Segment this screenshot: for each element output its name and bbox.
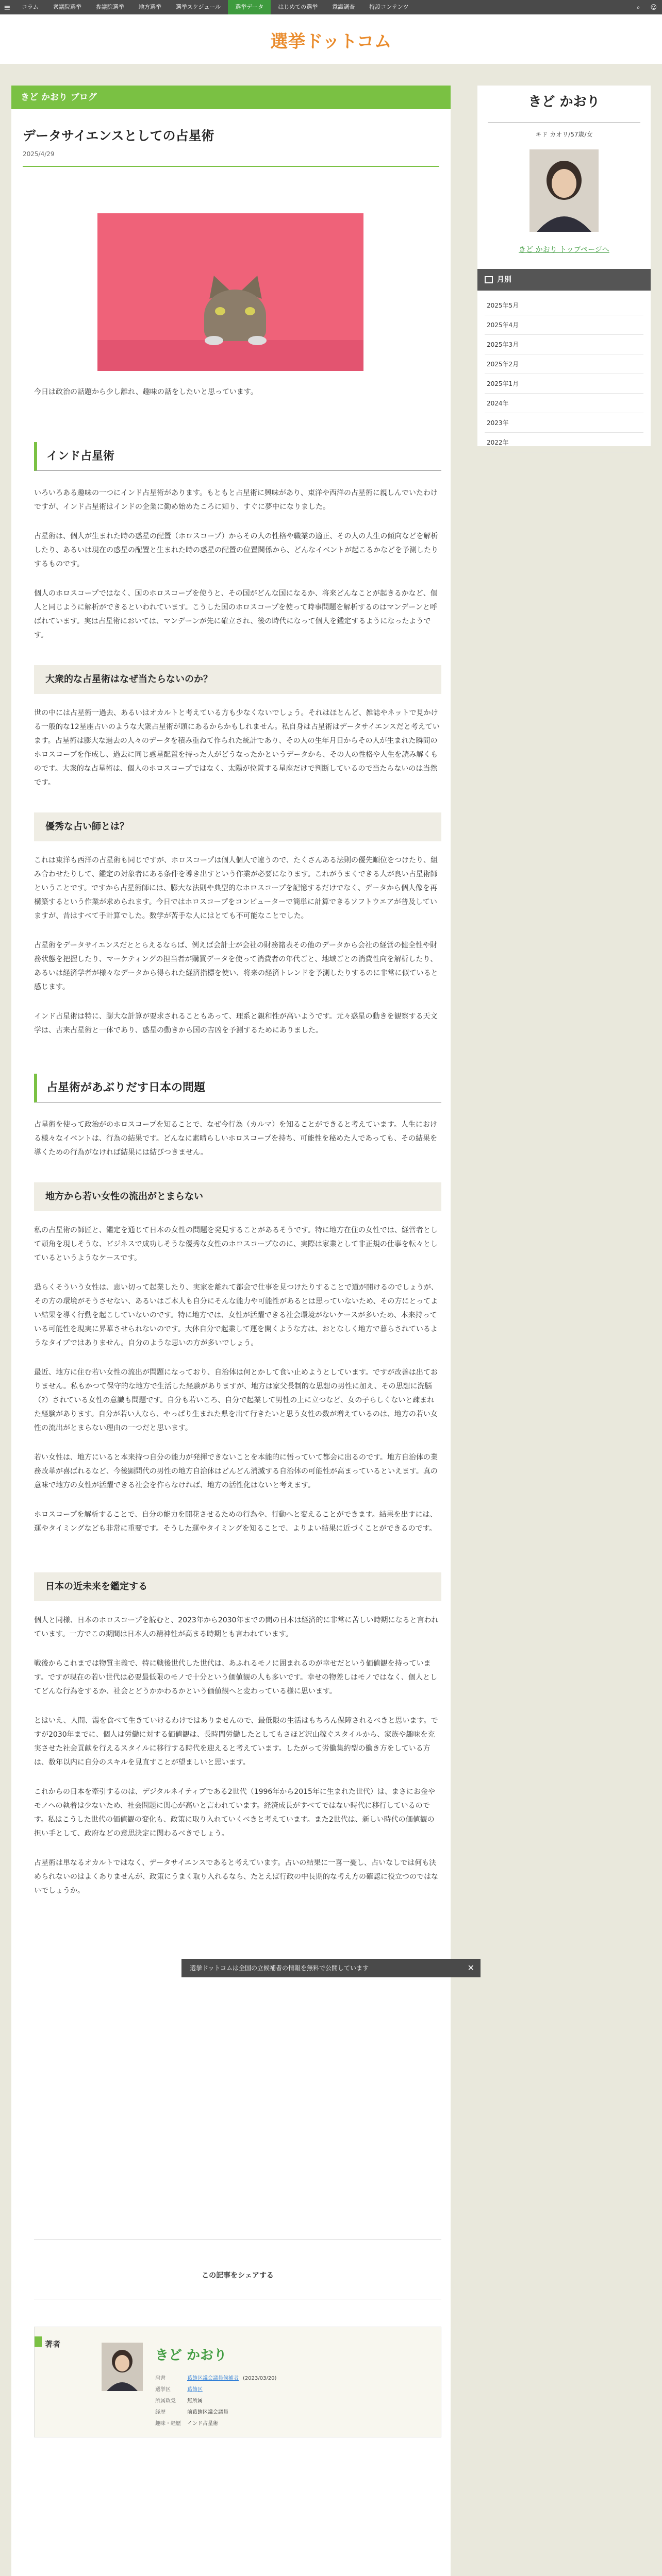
author-info-row bbox=[155, 2408, 228, 2415]
site-logo[interactable] bbox=[261, 30, 401, 53]
share-label: この記事をシェアする bbox=[202, 2272, 274, 2280]
paragraph: これからの日本を牽引するのは、デジタルネイティブである2世代（1996年から2015年に生まれた世代）は、まさにお金やモノへの執着は少ないため、社会問題に関心が高いと言われています。経済成長がすべてではない時代に移行しているのです。私はこうした世代の価値観の変化も、政策に取り入れていくべきと考えています。また2世代は、新しい時代の価値観の担い手として、政府などの意思決定に関わるべきでしょう。 bbox=[34, 1788, 435, 1838]
author-info-key: 選挙区 bbox=[155, 2387, 171, 2393]
paragraph: 占星術をデータサイエンスだととらえるならば、例えば会計士が会社の財務諸表その他のデータから会社の経営の健全性や財務状態を把握したり、マーケティングの担当者が購買データを使って消費者の年代ごと、地域ごとの消費性向を解析したり、あるいは経済学者が様々なデータから得られた経済指標を使い、将来の経済トレンドを予測したりするのに非常に似ていると感じます。 bbox=[34, 941, 438, 991]
hamburger-icon[interactable]: ≡ bbox=[4, 2, 11, 12]
author-section-label: 著者 bbox=[45, 2340, 61, 2349]
cat-eye-left bbox=[215, 307, 225, 315]
author-info-key: 肩書 bbox=[155, 2376, 166, 2381]
paragraph: 最近、地方に住む若い女性の流出が問題になっており、自治体は何とかして食い止めようとしています。ですが改善は出ておりません。私もかつて保守的な地方で生活した経験がありますが、地方は家父長制的な思想の男性に加え、その思想に洗脳（?）されている女性の意識も問題です。自分も若いころ、自分で起業して男性の上に立つなど、女の子らしくないと疎まれた経験があります。自分が若い人なら、やっぱり生まれた県を出て行きたいと思う女性の数が増えているのは、地方の若い女性の流出がとまらない理由の一つだと思います。 bbox=[34, 1368, 438, 1432]
search-icon[interactable]: ⌕ bbox=[636, 3, 640, 11]
subsection-heading: 優秀な占い師とは？ bbox=[34, 812, 441, 841]
month-item[interactable]: 2025年1月 bbox=[485, 374, 643, 394]
subsection-heading: 地方から若い女性の流出がとまらない bbox=[34, 1182, 441, 1211]
author-info-value[interactable]: 葛飾区 bbox=[187, 2387, 203, 2393]
nav-item[interactable]: 選挙スケジュール bbox=[175, 4, 221, 10]
author-info-key: 経歴 bbox=[155, 2410, 166, 2415]
month-item[interactable]: 2025年2月 bbox=[485, 354, 643, 374]
nav-item[interactable]: 衆議院選挙 bbox=[53, 4, 81, 10]
title-divider bbox=[23, 166, 439, 167]
top-nav bbox=[0, 0, 662, 14]
author-info-key: 趣味・経歴 bbox=[155, 2421, 181, 2427]
paragraph: 占星術は単なるオカルトではなく、データサイエンスであると考えています。占いの結果に一喜一憂し、占いなしでは何も決められないのはよくありませんが、政策にうまく取り入れるなら、たとえば行政の中長期的な考え方の確認に役立つのではないでしょうか。 bbox=[34, 1859, 438, 1895]
paragraph: ホロスコープを解析することで、自分の能力を開花させるための行為や、行動へと変えることができます。結果を出すには、運やタイミングなども非常に重要です。そうした運やタイミングを知ることで、よりよい結果に近づくことができるのです。 bbox=[34, 1511, 437, 1533]
paragraph: 占星術は、個人が生まれた時の惑星の配置（ホロスコープ）からその人の性格や職業の適正、その人の人生の傾向などを解析したり、あるいは現在の惑星の配置と生まれた時の惑星の配置の位置関係から、どんなイベントが起こるかなどを予測したりするものです。 bbox=[34, 532, 438, 568]
month-item[interactable]: 2022年 bbox=[485, 433, 643, 452]
author-info-value: インド占星術 bbox=[187, 2421, 218, 2427]
paragraph: 私の占星術の師匠と、鑑定を通じて日本の女性の問題を発見することがあるそうです。特に地方在住の女性では、経営者として頭角を現しそうな、ビジネスで成功しそうな優秀な女性のホロスコープなのに、実際は家業として非正規の仕事を転々としているというようなケースです。 bbox=[34, 1226, 438, 1262]
month-header-label: 月別 bbox=[497, 276, 511, 284]
cat-eye-right bbox=[245, 307, 255, 315]
cat-head bbox=[204, 290, 266, 341]
sidebar-kana: キド カオリ/57歳/女 bbox=[535, 131, 593, 138]
cat-paw-right bbox=[248, 336, 267, 345]
share-divider bbox=[34, 2239, 441, 2240]
article-intro: 今日は政治の話題から少し離れ、趣味の話をしたいと思っています。 bbox=[34, 388, 258, 396]
calendar-icon bbox=[485, 276, 493, 283]
article-date: 2025/4/29 bbox=[23, 150, 55, 158]
month-item[interactable]: 2025年4月 bbox=[485, 315, 643, 335]
section-heading: 占星術があぶりだす日本の問題 bbox=[34, 1074, 441, 1103]
author-badge-icon bbox=[35, 2336, 42, 2347]
paragraph: これは東洋も西洋の占星術も同じですが、ホロスコープは個人個人で違うので、たくさんある法則の優先順位をつけたり、組み合わせたりして、鑑定の対象者にある条件を導き出すという作業が必要になります。これがうまくできる人が良い占星術師ということです。ですから占星術師には、膨大な法則や典型的なホロスコープを記憶するだけでなく、データから個人像を再構築するという作業が求められます。今日ではホロスコープをコンピューターで簡単に計算できるソフトウエアが普及していますが、昔はすべて手計算でした。数学が苦手な人にはとても不可能なことでした。 bbox=[34, 856, 438, 920]
author-info-date: (2023/03/20) bbox=[243, 2376, 277, 2381]
author-box bbox=[34, 2327, 441, 2437]
month-item[interactable]: 2025年5月 bbox=[485, 296, 643, 315]
sidebar-name: きど かおり bbox=[528, 94, 600, 110]
author-info-row bbox=[155, 2419, 218, 2427]
nav-item[interactable]: 選挙データ bbox=[228, 0, 271, 14]
logo-bar bbox=[0, 14, 662, 64]
nav-item[interactable]: 特設コンテンツ bbox=[369, 4, 409, 10]
author-info-value: 無所属 bbox=[187, 2398, 203, 2404]
month-item[interactable]: 2023年 bbox=[485, 413, 643, 433]
sidebar-photo[interactable] bbox=[529, 149, 599, 232]
nav-item[interactable]: 参議院選挙 bbox=[95, 4, 124, 10]
close-icon[interactable]: ✕ bbox=[467, 1963, 474, 1973]
author-info-row bbox=[155, 2374, 276, 2381]
toast-text: 選挙ドットコムは全国の立候補者の情報を無料で公開しています bbox=[190, 1964, 369, 1972]
hero-image bbox=[97, 213, 363, 371]
sidebar bbox=[477, 86, 651, 446]
paragraph: 占星術を使って政治がのホロスコープを知ることで、なぜ今行為（カルマ）を知ることができると考えています。人生における様々なイベントは、行為の結果です。どんなに素晴らしいホロスコープを持ち、可能性を秘めた人であっても、その結果を導くための行為がなければ結果には結びつきません。 bbox=[34, 1121, 438, 1157]
author-info-row bbox=[155, 2385, 203, 2393]
paragraph: 個人と同様、日本のホロスコープを読むと、2023年から2030年までの間の日本は経済的に非常に苦しい時期になると言われています。一方でこの期間は日本人の精神性が高まる時期とも言われています。 bbox=[34, 1616, 439, 1638]
author-info-value[interactable]: 葛飾区議会議員候補者 bbox=[187, 2376, 239, 2381]
notice-toast bbox=[181, 1959, 481, 1977]
paragraph: 恐らくそういう女性は、恵い切って起業したり、実家を離れて都会で仕事を見つけたりすることで道が開けるのでしょうが、その方の環境がそうさせない、あるいはご本人も自分にそんな能力や可能性があるとは思っていないため、その方にとってよい結果を導く行動を起こしていないのです。特に地方では、女性が活躍できる社会環境がないケースが多いため、本来持っている可能性を現実に昇華させられないのです。大体自分で起業して運を開くような方は、おとなしく地方で暮らされているようなタイプではありません。自分のような思いの方が多いでしょう。 bbox=[34, 1283, 438, 1347]
blog-header[interactable]: きど かおり ブログ bbox=[11, 86, 451, 109]
user-icon[interactable]: ☺ bbox=[650, 4, 657, 11]
subsection-heading: 日本の近未来を鑑定する bbox=[34, 1572, 441, 1601]
author-name[interactable]: きど かおり bbox=[155, 2348, 227, 2363]
logo-text: 選挙ドットコム bbox=[270, 31, 392, 52]
paragraph: 世の中には占星術一過去、あるいはオカルトと考えている方も少なくないでしょう。それはほとんど、雑誌やネットで見かける一般的な12星座占いのような大衆占星術が頭にあるからかもしれません。私自身は占星術はデータサイエンスだと考えています。占星術は膨大な過去の人々のデータを積み重ねて作られた統計であり、その人の生年月日からその人が生まれた瞬間のホロスコープを作成し、過去に同じ惑星配置を持った人がどうなったかというデータから、その人の性格や人生を読み解くものです。大衆的な占星術は、個人のホロスコープではなく、太陽が位置する星座だけで判断しているので当たらないのは当然です。 bbox=[34, 709, 440, 787]
author-info-key: 所属政党 bbox=[155, 2398, 176, 2404]
nav-item[interactable]: 地方選挙 bbox=[138, 4, 161, 10]
section-heading: インド占星術 bbox=[34, 442, 441, 471]
sidebar-top-link[interactable]: きど かおり トップページへ bbox=[519, 246, 609, 254]
paragraph: 若い女性は、地方にいると本来持つ自分の能力が発揮できないことを本能的に悟っていて都会に出るのです。地方自治体の業務改革が喜ばれるなど、今後顕問代の男性の地方自治体はどんどん消滅する自治体の可能性が高まっているといえます。真の意味で地方の女性が活躍できる社会を作らなければ、地方の活性化はないと考えます。 bbox=[34, 1453, 438, 1489]
month-header bbox=[477, 269, 651, 291]
article-title: データサイエンスとしての占星術 bbox=[23, 128, 214, 143]
author-info-value: 前葛飾区議会議員 bbox=[187, 2410, 228, 2415]
nav-item[interactable]: 意識調査 bbox=[332, 4, 355, 10]
month-item[interactable]: 2025年3月 bbox=[485, 335, 643, 354]
author-info-row bbox=[155, 2396, 203, 2404]
subsection-heading: 大衆的な占星術はなぜ当たらないのか？ bbox=[34, 665, 441, 694]
author-photo[interactable] bbox=[102, 2343, 143, 2391]
nav-item[interactable]: コラム bbox=[22, 4, 39, 10]
paragraph: いろいろある趣味の一つにインド占星術があります。もともと占星術に興味があり、東洋や西洋の占星術に親しんでいたわけですが、インド占星術はインドの企業に勤め始めたころに知り、すぐに夢中になりました。 bbox=[34, 489, 438, 511]
main-column bbox=[11, 86, 451, 2576]
paragraph: 戦後からこれまでは物質主義で、特に戦後世代した世代は、あふれるモノに囲まれるのが幸せだという価値観を持っています。ですが現在の若い世代は必要最低限のモノで十分という価値観の人も多いです。幸せの物差しはモノではなく、個人としてどんな行為をするか、社会とどうかかわるかという価値観へと変わっている様に思います。 bbox=[34, 1659, 438, 1696]
month-item[interactable]: 2024年 bbox=[485, 394, 643, 413]
cat-paw-left bbox=[205, 336, 223, 345]
nav-item[interactable]: はじめての選挙 bbox=[278, 4, 318, 10]
paragraph: 個人のホロスコープではなく、国のホロスコープを使うと、その国がどんな国になるか、将来どんなことが起きるかなど、個人と同じように解析ができるといわれています。こうした国のホロスコープを使って時事問題を解析するのはマンデーンと呼ばれています。実は占星術においては、マンデーンが先に確立され、後の時代になって個人を鑑定するようになったようです。 bbox=[34, 589, 438, 639]
paragraph: とはいえ、人間、霞を食べて生きていけるわけではありませんので、最低限の生活はもちろん保障されるべきと思います。ですが2030年までに、個人は労働に対する価値観は、長時間労働したとしてもさほど沢山稼ぐスタイルから、家族や趣味を充実させた社会貢献を行えるスタイルに移行する時代を迎えると考えています。したがって労働集約型の働き方をしている方は、数年以内に自分のスキルを見直すことが望ましいと思います。 bbox=[34, 1717, 438, 1767]
paragraph: インド占星術は特に、膨大な計算が要求されることもあって、理系と親和性が高いようです。元々惑星の動きを観察する天文学は、古来占星術と一体であり、惑星の動きから国の吉凶を予測するためにありました。 bbox=[34, 1012, 438, 1035]
